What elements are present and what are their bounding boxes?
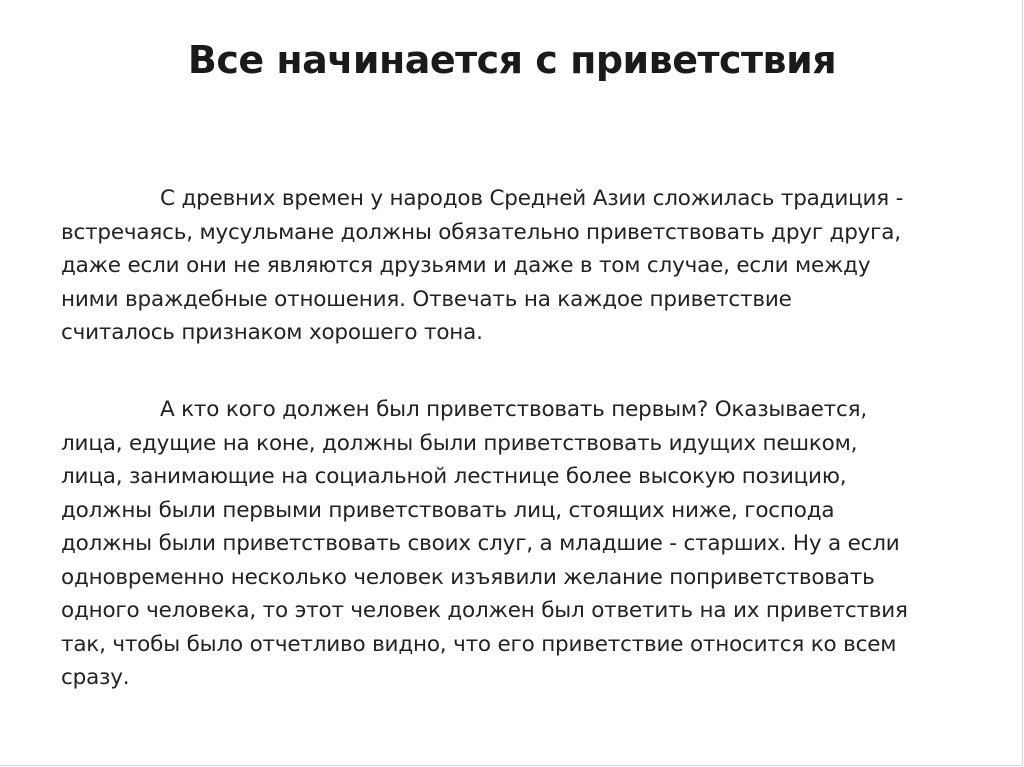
paragraph-2-line: одного человека, то этот человек должен был ответить на их приветствия xyxy=(61,598,908,623)
paragraph-2-line: сразу. xyxy=(61,665,130,690)
paragraph-2-line: одновременно несколько человек изъявили желание поприветствовать xyxy=(61,564,875,590)
paragraph-2-line: должны были приветствовать своих слуг, а младшие - старших. Ну а если xyxy=(61,531,900,556)
paragraph-1-line: встречаясь, мусульмане должны обязательно приветствовать друг друга, xyxy=(61,219,901,245)
paragraph-1-line: даже если они не являются друзьями и даже в том случае, если между xyxy=(61,253,871,278)
paragraph-1 xyxy=(61,182,966,350)
paragraph-1-line: считалось признаком хорошего тона. xyxy=(61,320,483,345)
paragraph-2-line: А кто кого должен был приветствовать первым? Оказывается, xyxy=(160,397,867,422)
paragraph-2-line: лица, занимающие на социальной лестнице более высокую позицию, xyxy=(61,464,847,489)
paragraph-2-line: лица, едущие на коне, должны были приветствовать идущих пешком, xyxy=(61,430,858,456)
paragraph-1-line: С древних времен у народов Средней Азии сложилась традиция - xyxy=(160,186,904,211)
paragraph-1-line: ними враждебные отношения. Отвечать на каждое приветствие xyxy=(61,286,792,312)
slide-title: Все начинается с приветствия xyxy=(187,38,837,82)
paragraph-2 xyxy=(61,393,966,695)
paragraph-2-line: так, чтобы было отчетливо видно, что его приветствие относится ко всем xyxy=(61,631,897,657)
paragraph-2-line: должны были первыми приветствовать лиц, стоящих ниже, господа xyxy=(61,497,835,523)
